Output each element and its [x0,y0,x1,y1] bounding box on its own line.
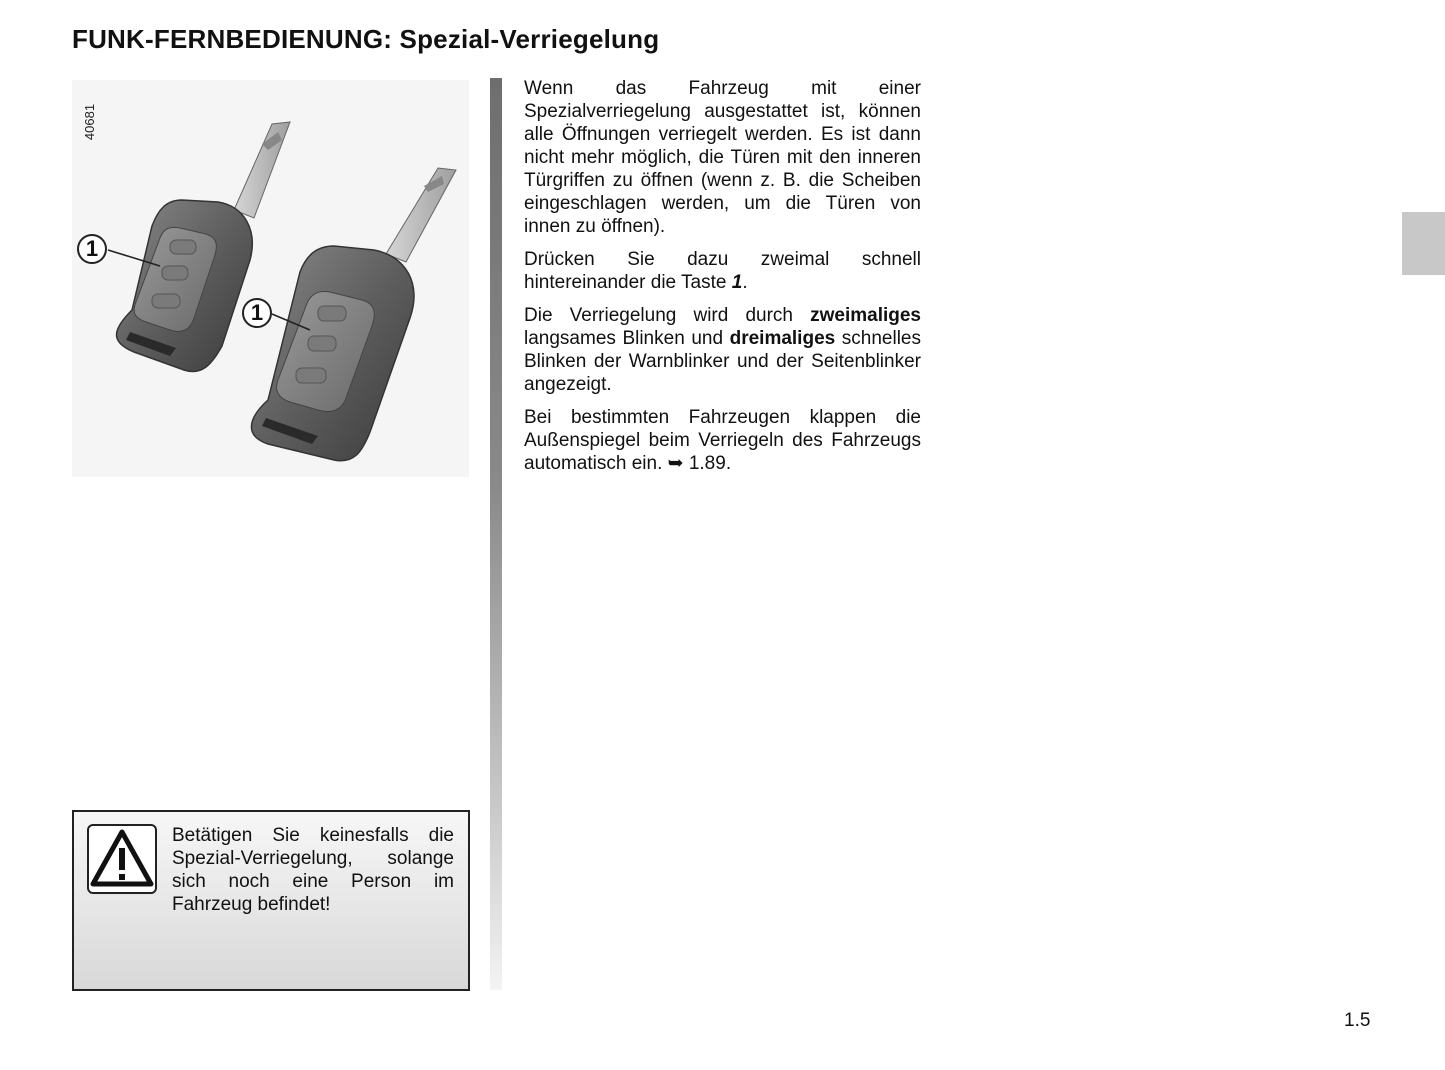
page-number: 1.5 [1344,1010,1371,1031]
warning-text: Betätigen Sie keinesfalls die Spezial-Verriegelung, solange sich noch eine Person im Fahrzeug befindet! [172,825,454,915]
warning-box [72,810,470,991]
column-divider [490,78,502,990]
callout-1-second: 1 [242,298,272,328]
key-left [117,122,291,372]
page-title: FUNK-FERNBEDIENUNG: Spezial-Verriegelung [72,24,660,54]
reference-arrow-icon: ➥ [667,453,684,474]
chapter-tab [1402,212,1445,275]
paragraph-blink-indication: Die Verriegelung wird durch zweimaliges langsames Blinken und dreimaliges schnelles Blinken der Warnblinker und der Seitenblinker angezeigt. [524,305,921,395]
key-illustration [72,80,469,477]
figure-id: 40681 [81,103,97,141]
paragraph-mirrors: Bei bestimmten Fahrzeugen klappen die Außenspiegel beim Verriegeln des Fahrzeugs automatisch ein. ➥ 1.89. [524,407,921,474]
key-number: 1 [731,272,743,293]
callout-1: 1 [77,234,107,264]
warning-triangle-icon [87,824,157,894]
body-text [524,77,921,485]
remote-key-drawing [72,80,469,477]
key-right [251,168,456,461]
page-reference[interactable]: 1.89. [683,453,732,474]
paragraph-press-key: Drücken Sie dazu zweimal schnell hintereinander die Taste 1. [524,249,921,293]
paragraph-special-lock: Wenn das Fahrzeug mit einer Spezialverriegelung ausgestattet ist, können alle Öffnungen verriegelt werden. Es ist dann nicht mehr möglich, die Türen mit den inneren Türgriffen zu öffnen (wenn z. B. die Scheiben eingeschlagen werden, um die Türen von innen zu öffnen). [524,78,921,237]
